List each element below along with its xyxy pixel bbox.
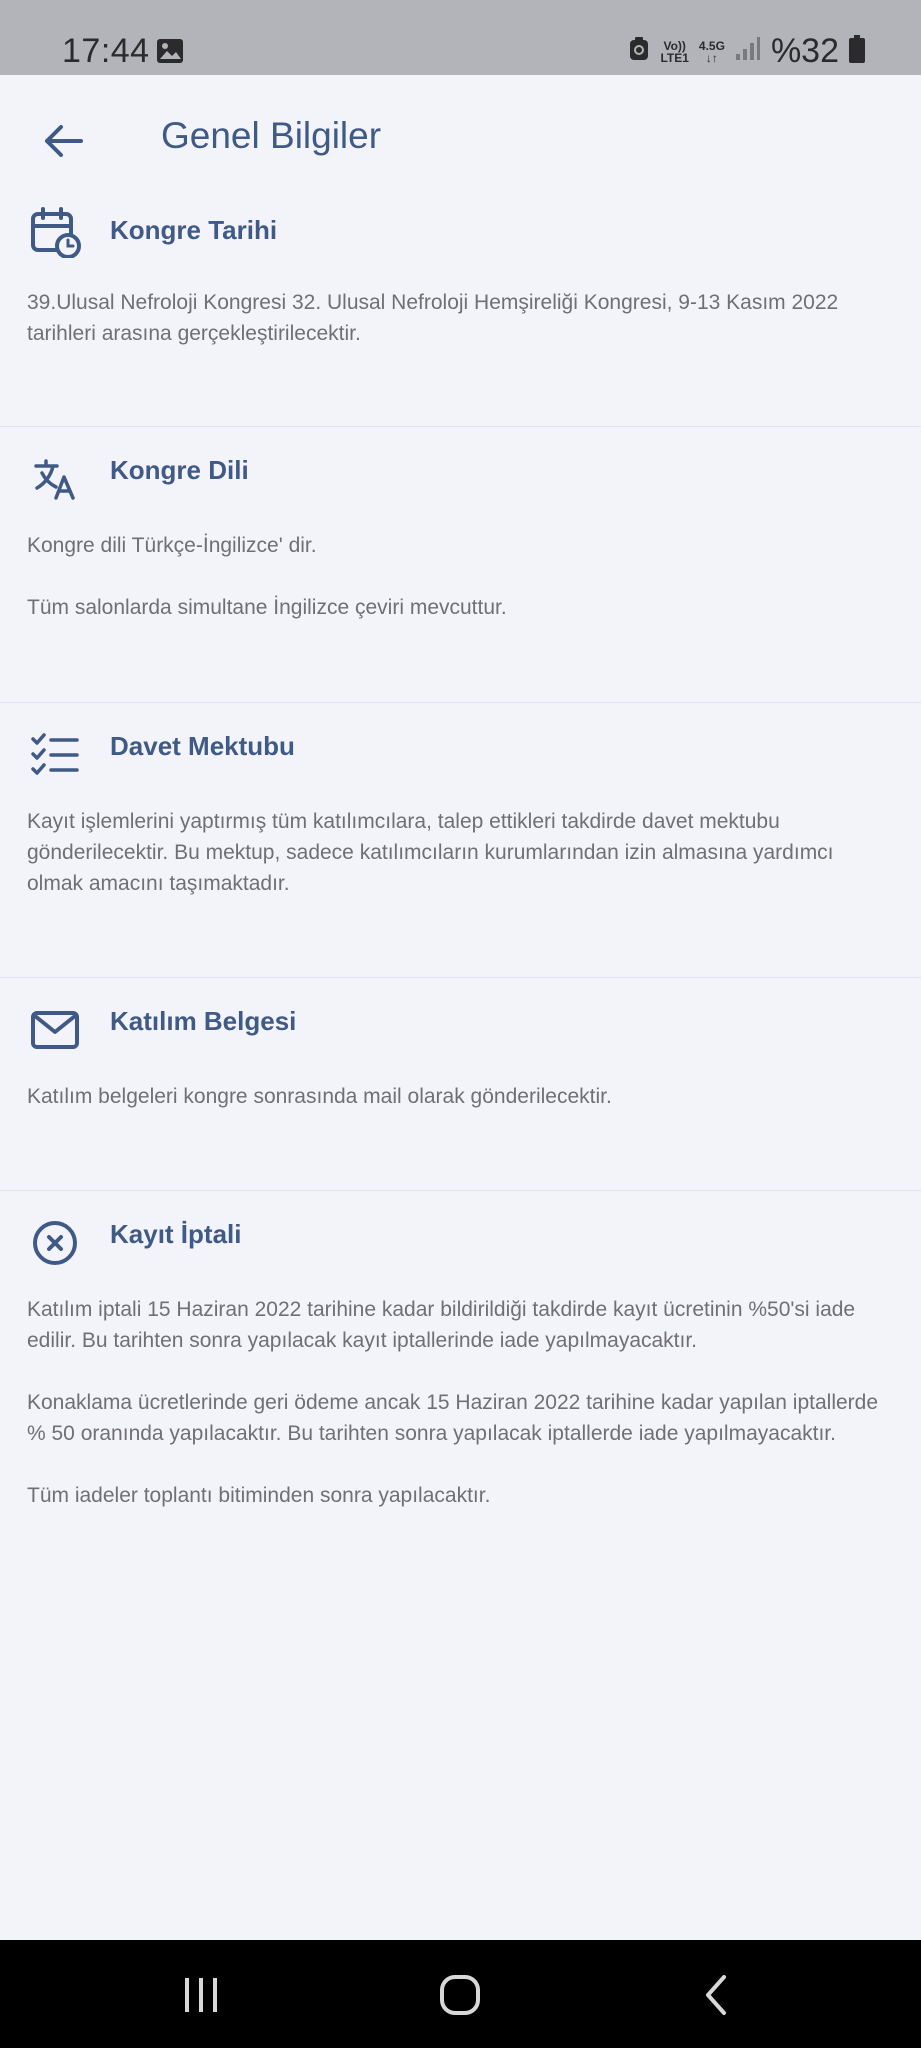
section-katilim-belgesi — [0, 978, 921, 1191]
data-saver-icon — [628, 36, 650, 67]
signal-icon — [735, 36, 761, 67]
calendar-clock-icon — [28, 205, 82, 259]
section-paragraph: Konaklama ücretlerinde geri ödeme ancak 15 Haziran 2022 tarihine kadar yapılan iptallerde % 50 oranında yapılacaktır. Bu tarihten sonra yapılacak iptallerde iade yapılmayacaktır. — [27, 1391, 879, 1445]
app-bar — [0, 75, 921, 205]
arrow-left-icon — [43, 124, 83, 158]
network-gen-indicator: 4.5G ↓↑ — [698, 38, 725, 65]
section-title: Kongre Tarihi — [110, 215, 278, 245]
nav-back-button[interactable] — [687, 1970, 747, 2020]
status-indicators — [628, 32, 865, 71]
section-paragraph: Tüm salonlarda simultane İngilizce çeviri mevcuttur. — [27, 596, 507, 619]
page-title: Genel Bilgiler — [161, 115, 382, 156]
section-body — [27, 806, 881, 899]
section-kayit-iptali — [0, 1191, 921, 1611]
chevron-left-icon — [702, 1973, 732, 2017]
volte-label: Vo)) — [663, 38, 686, 53]
system-nav-bar — [0, 1940, 921, 2048]
network-gen-label: 4.5G — [698, 38, 725, 53]
lte-label: LTE1 — [660, 50, 689, 65]
recent-apps-button[interactable] — [171, 1970, 231, 2020]
volte-indicator — [660, 40, 688, 64]
section-title: Kongre Dili — [110, 455, 249, 485]
cancel-circle-icon — [28, 1216, 82, 1270]
checklist-icon — [28, 728, 82, 782]
status-time: 17:44 — [62, 32, 150, 70]
section-paragraph: Katılım iptali 15 Haziran 2022 tarihine kadar bildirildiği takdirde kayıt ücretinin %50'si iade edilir. Bu tarihten sonra yapılacak kayıt iptallerinde iade yapılmayacaktır. — [27, 1298, 856, 1352]
section-paragraph: Tüm iadeler toplantı bitiminden sonra yapılacaktır. — [27, 1484, 491, 1507]
section-title: Katılım Belgesi — [110, 1006, 297, 1036]
battery-percent: %32 — [770, 32, 839, 70]
home-button[interactable] — [430, 1970, 490, 2020]
section-body — [27, 530, 881, 623]
mail-icon — [28, 1003, 82, 1057]
image-notification-icon — [156, 38, 184, 69]
section-body — [27, 1294, 881, 1511]
section-kongre-tarihi — [0, 205, 921, 427]
section-title: Kayıt İptali — [110, 1219, 242, 1249]
battery-icon — [849, 35, 865, 68]
section-paragraph: Kayıt işlemlerini yaptırmış tüm katılımcılara, talep ettikleri takdirde davet mektubu gönderilecektir. Bu mektup, sadece katılımcıların kurumlarından izin almasına yardımcı olmak amacını taşımaktadır. — [27, 810, 834, 895]
section-kongre-dili — [0, 427, 921, 703]
home-icon — [438, 1973, 482, 2017]
section-body — [27, 1081, 881, 1112]
section-title: Davet Mektubu — [110, 731, 295, 761]
section-paragraph: 39.Ulusal Nefroloji Kongresi 32. Ulusal Nefroloji Hemşireliği Kongresi, 9-13 Kasım 2022 tarihleri arasına gerçekleştirilecektir. — [27, 291, 839, 345]
section-paragraph: Katılım belgeleri kongre sonrasında mail olarak gönderilecektir. — [27, 1085, 612, 1108]
back-button[interactable] — [34, 112, 92, 170]
status-bar — [0, 0, 921, 75]
section-paragraph: Kongre dili Türkçe-İngilizce' dir. — [27, 534, 317, 557]
section-body — [27, 287, 881, 349]
translate-icon — [28, 452, 82, 506]
recent-apps-icon — [181, 1975, 221, 2015]
section-davet-mektubu — [0, 703, 921, 978]
